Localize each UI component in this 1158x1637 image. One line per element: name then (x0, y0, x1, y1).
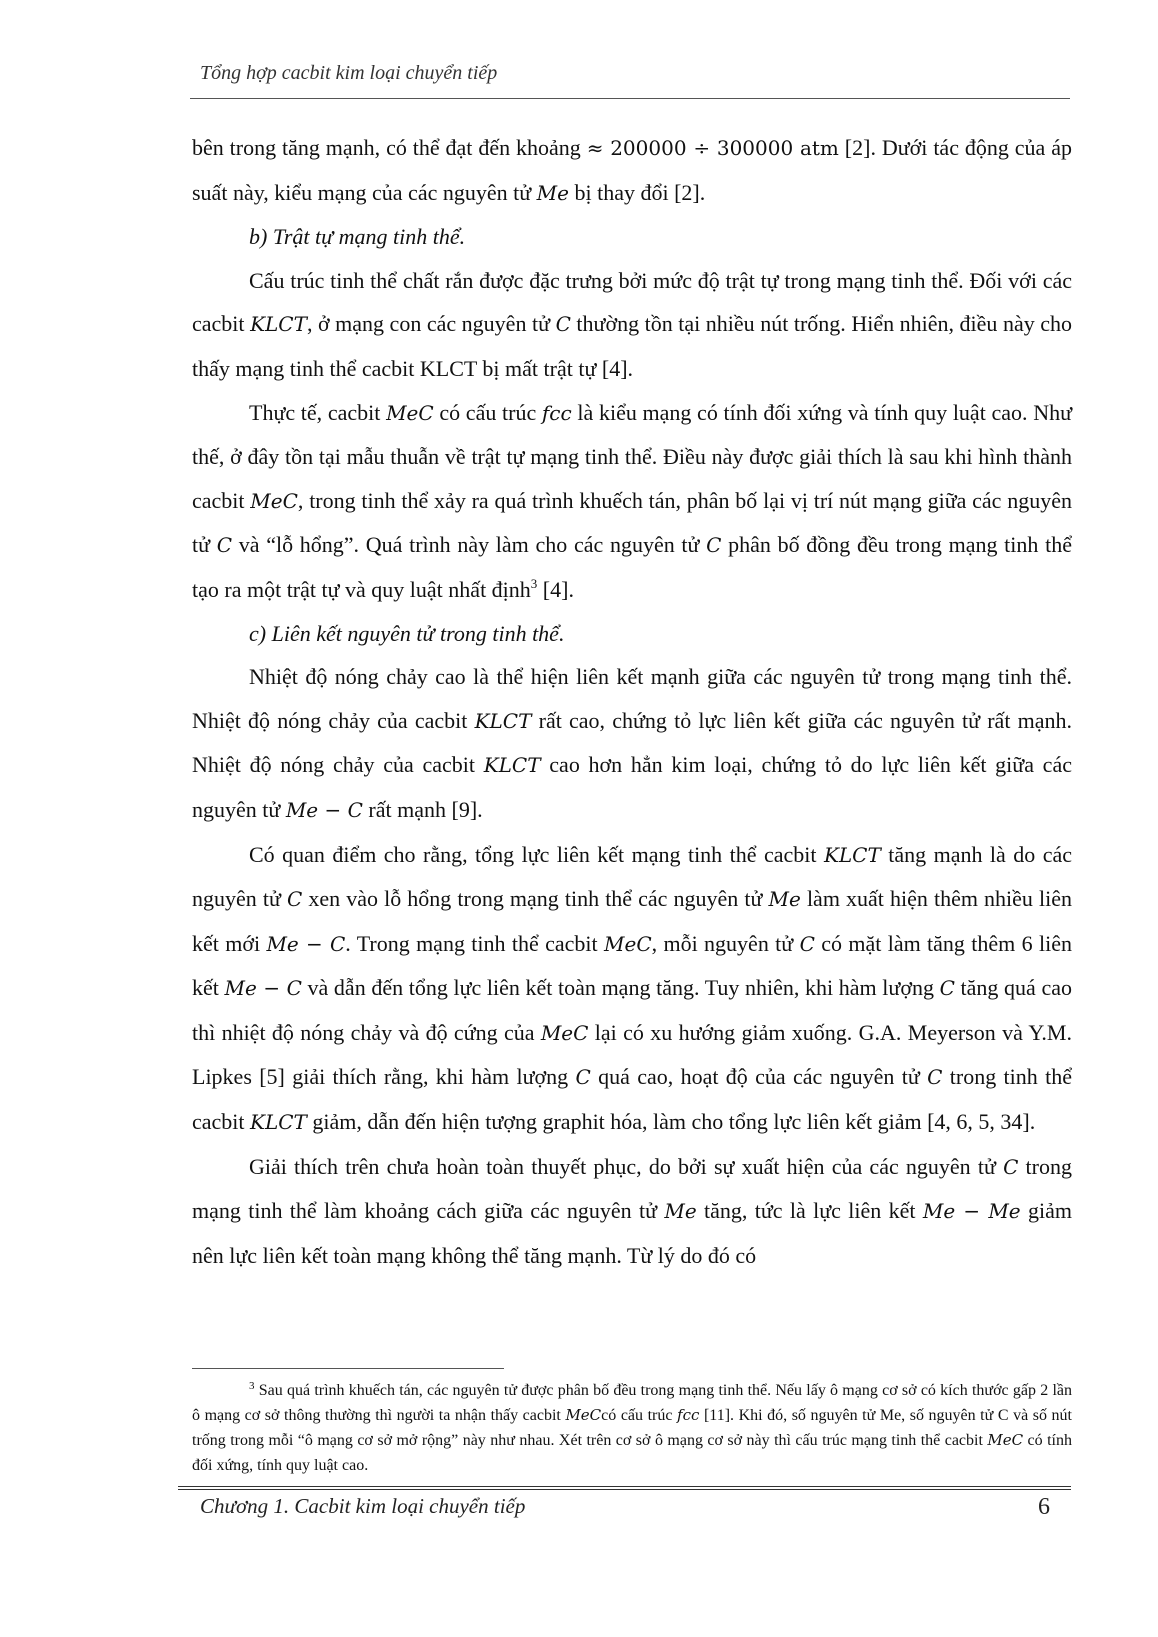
body-text (192, 126, 1072, 1277)
running-header: Tổng hợp cacbit kim loại chuyển tiếp (200, 62, 498, 84)
footnote-divider (192, 1368, 504, 1369)
paragraph-fcc-order: Thực tế, cacbit MeC có cấu trúc fcc là kiểu mạng có tính đối xứng và tính quy luật cao. Như thế, ở đây tồn tại mẫu thuẫn về trật tự mạng tinh thể. Điều này được giải thích là sau khi hình thành cacbit MeC, trong tinh thể xảy ra quá trình khuếch tán, phân bố lại vị trí nút mạng giữa các nguyên tử C và “lỗ hổng”. Quá trình này làm cho các nguyên tử C phân bố đồng đều trong mạng tinh thể tạo ra một trật tự và quy luật nhất định$^3$ [4]. (192, 399, 1072, 602)
footnote-reference: 3 (530, 575, 538, 591)
subheading-lattice-order: b) Trật tự mạng tinh thể. (249, 224, 466, 250)
footer-divider-bottom (178, 1489, 1071, 1490)
paragraph-melting-point: Nhiệt độ nóng chảy cao là thể hiện liên kết mạnh giữa các nguyên tử trong mạng tinh thể. Nhiệt độ nóng chảy của cacbit KLCT rất cao, chứng tỏ lực liên kết giữa các nguyên tử rất mạnh. Nhiệt độ nóng chảy của cacbit KLCT cao hơn hẳn kim loại, chứng tỏ do lực liên kết giữa các nguyên tử Me − C rất mạnh [9]. (192, 664, 1072, 822)
paragraph-crystal-structure: Cấu trúc tinh thể chất rắn được đặc trưng bởi mức độ trật tự trong mạng tinh thể. Đối với các cacbit KLCT, ở mạng con các nguyên tử C thường tồn tại nhiều nút trống. Hiển nhiên, điều này cho thấy mạng tinh thể cacbit KLCT bị mất trật tự [4]. (192, 267, 1073, 381)
footer-divider-top (178, 1486, 1071, 1487)
footnote-mark: 3 (249, 1380, 255, 1392)
footnote: $^3$ Sau quá trình khuếch tán, các nguyên tử được phân bố đều trong mạng tinh thể. Nếu lấy ô mạng cơ sở có kích thước gấp 2 lần ô mạng cơ sở thông thường thì người ta nhận thấy cacbit MeCcó cấu trúc fcc [11]. Khi đó, số nguyên tử Me, số nguyên tử C và số nút trống trong mỗi “ô mạng cơ sở mở rộng” này như nhau. Xét trên cơ sở ô mạng cơ sở này thì cấu trúc mạng tinh thể cacbit MeC có tính đối xứng, tính quy luật cao. (192, 1380, 1072, 1474)
paragraph-explanation: Giải thích trên chưa hoàn toàn thuyết phục, do bởi sự xuất hiện của các nguyên tử C trong mạng tinh thể làm khoảng cách giữa các nguyên tử Me tăng, tức là lực liên kết Me − Me giảm nên lực liên kết toàn mạng không thể tăng mạnh. Từ lý do đó có (192, 1153, 1072, 1268)
page-number: 6 (1038, 1494, 1050, 1520)
paragraph-bond-theory: Có quan điểm cho rằng, tổng lực liên kết mạng tinh thể cacbit KLCT tăng mạnh là do các nguyên tử C xen vào lỗ hổng trong mạng tinh thể các nguyên tử Me làm xuất hiện thêm nhiều liên kết mới Me − C. Trong mạng tinh thể cacbit MeC, mỗi nguyên tử C có mặt làm tăng thêm 6 liên kết Me − C và dẫn đến tổng lực liên kết toàn mạng tăng. Tuy nhiên, khi hàm lượng C tăng quá cao thì nhiệt độ nóng chảy và độ cứng của MeC lại có xu hướng giảm xuống. G.A. Meyerson và Y.M. Lipkes [5] giải thích rằng, khi hàm lượng C quá cao, hoạt độ của các nguyên tử C trong tinh thể cacbit KLCT giảm, dẫn đến hiện tượng graphit hóa, làm cho tổng lực liên kết giảm [4, 6, 5, 34]. (192, 841, 1072, 1135)
footer-chapter-title: Chương 1. Cacbit kim loại chuyển tiếp (200, 1494, 526, 1518)
paragraph-pressure: bên trong tăng mạnh, có thể đạt đến khoảng ≈ 200000 ÷ 300000 atm [2]. Dưới tác động của áp suất này, kiểu mạng của các nguyên tử Me bị thay đổi [2]. (192, 135, 1072, 205)
subheading-atomic-bonding: c) Liên kết nguyên tử trong tinh thể. (249, 620, 565, 646)
header-divider (190, 98, 1070, 99)
math-pressure-range: ≈ 200000 ÷ 300000 atm (586, 136, 839, 160)
